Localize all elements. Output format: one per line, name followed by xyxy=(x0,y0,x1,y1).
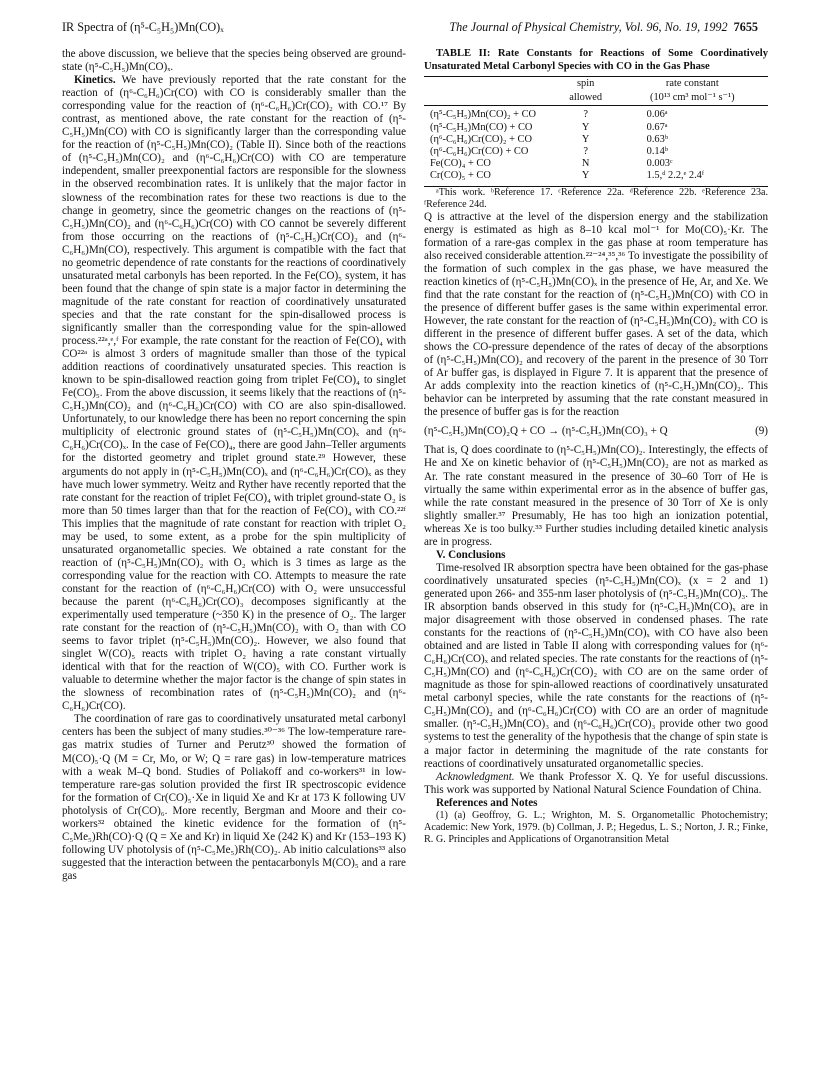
rate-cell: 0.003ᶜ xyxy=(646,158,673,170)
table-row xyxy=(424,158,768,170)
rate-cell: 1.5,ᵈ 2.2,ᵉ 2.4ᶠ xyxy=(617,170,768,186)
spin-cell: ? xyxy=(583,146,588,158)
journal-citation xyxy=(449,20,758,35)
reaction-cell: (η⁶-C₆H₆)Cr(CO)₂ + CO xyxy=(430,133,532,145)
acknowledgment-heading: Acknowledgment. xyxy=(436,770,515,783)
reference-entry: (1) (a) Geoffroy, G. L.; Wrighton, M. S. Organometallic Photochemistry; Academic: New York, 1979. (b) Collman, J. P.; Hegedus, L. S.; Norton, J. R.; Finke, R. G. Principles and Applications of Organotransition Metal xyxy=(424,809,768,845)
table-row xyxy=(424,122,768,134)
spin-cell: Y xyxy=(581,121,590,133)
spin-cell: Y xyxy=(555,170,617,186)
acknowledgment xyxy=(424,771,768,797)
table-header-spin-sub: allowed xyxy=(555,91,617,106)
equation-text: (η⁵-C₅H₅)Mn(CO)₂Q + CO → (η⁵-C₅H₅)Mn(CO)₃ + Q xyxy=(424,425,668,438)
table-row xyxy=(424,134,768,146)
conclusions-paragraph: Time-resolved IR absorption spectra have been obtained for the gas-phase coordinatively unsaturated species (η⁵-C₅H₅)Mn(CO)ₓ (x = 2 and 1) generated upon 266- and 355-nm laser photolysis of (η⁵-C₅H₅)Mn(CO)₃. The IR absorption bands observed in this study for (η⁵-C₅H₅)Mn(CO)ₓ are in major disagreement with those observed in condensed phases. The rate constants for the reactions of (η⁵-C₅H₅)Mn(CO)ₓ with CO have also been obtained and are listed in Table II along with corresponding values for (η⁶-C₆H₆)Cr(CO)ₓ and related species. The rate constants for the reactions of (η⁵-C₅H₅)Mn(CO) and (η⁶-C₆H₆)Cr(CO)₂ with CO are on the same order of magnitude as those for spin-allowed reactions of coordinatively unsaturated metal carbonyl species, while the rate constants for the reactions of (η⁵-C₅H₅)Mn(CO)₂ and (η⁶-C₆H₆)Cr(CO) with CO are an order of magnitude smaller. (η⁵-C₅H₅)Mn(CO)₃ and (η⁶-C₆H₆)Cr(CO)₃ provide other two good systems to test the generality of the hypothesis that the change of spin state is a major factor in determining the magnitude of the rate constants for reactions of coordinatively unsaturated organometallic species. xyxy=(424,561,768,770)
spin-cell: Y xyxy=(581,133,590,145)
table-title: TABLE II: Rate Constants for Reactions of Some Coordinatively Unsaturated Metal Carbonyl Species with CO in the Gas Phase xyxy=(424,48,768,72)
table-row xyxy=(424,106,768,122)
rate-constant-table xyxy=(424,76,768,187)
equation-9 xyxy=(424,425,768,438)
reaction-cell: (η⁵-C₅H₅)Mn(CO)₂ + CO xyxy=(430,109,537,121)
spin-cell: N xyxy=(581,158,590,170)
table-footnotes: ᵃThis work. ᵇReference 17. ᶜReference 22a. ᵈReference 22b. ᵉReference 23a. ᶠReference 24d. xyxy=(424,186,768,210)
right-column xyxy=(424,48,768,846)
kinetics-paragraph xyxy=(62,74,406,713)
spin-cell: ? xyxy=(583,109,588,121)
reaction-cell: Cr(CO)₅ + CO xyxy=(424,170,555,186)
table-header-spin: spin xyxy=(555,77,617,92)
paragraph: That is, Q does coordinate to (η⁵-C₅H₅)Mn(CO)₂. Interestingly, the effects of He and Xe on kinetic behavior of (η⁵-C₅H₅)Mn(CO)₂ are not as marked as Ar. The rate constant measured in the presence of 30–60 Torr of He is virtually the same within experimental error as in the absence of buffer gas, while the rate constant measured in the presence of 30 Torr of Xe is only slightly smaller.³⁷ Presumably, He has too high an ionization potential, whereas Xe is too bulky.³³ Further studies including detailed kinetic analysis are in progress. xyxy=(424,444,768,548)
rate-cell: 0.67ᵃ xyxy=(646,121,668,133)
references-heading: References and Notes xyxy=(436,796,538,809)
page-number: 7655 xyxy=(733,20,758,34)
table-header-reaction xyxy=(424,77,555,92)
reaction-cell: Fe(CO)₄ + CO xyxy=(430,158,491,170)
table-row xyxy=(424,146,768,158)
equation-number: (9) xyxy=(755,425,768,438)
paragraph-text: We have previously reported that the rate constant for the reaction of (η⁶-C₆H₆)Cr(CO) with CO is considerably smaller than the corresponding value for the reaction of (η⁶-C₆H₆)Cr(CO)₂ with CO.¹⁷ By contrast, as mentioned above, the rate constant for the reaction of (η⁵-C₅H₅)Mn(CO) with CO is significantly larger than the corresponding value for the reaction of (η⁵-C₅H₅)Mn(CO)₂ (Table II). Since both of the reactions of (η⁵-C₅H₅)Mn(CO)₂ and (η⁶-C₆H₆)Cr(CO) with CO are temperature independent, smaller preexponential factors are responsible for the slowness in the observed recombination rates. It is unlikely that the major factor in slowness of the recombination rates for these two reactions is due to the change in geometry, since the geometric changes on the reactions of (η⁵-C₅H₅)Mn(CO)₂ and (η⁶-C₆H₆)Cr(CO) with CO cannot be severely different from those occurring on the reactions of (η⁵-C₅H₅)Cr(CO)₂ and (η⁶-C₆H₆)Mn(CO), respectively. This argument is compatible with the fact that no geometric dependence of rate constants for the reactions of coordinatively unsaturated metal carbonyls has been reported. In the Fe(CO)₅ system, it has been found that the change of spin state is a major factor in determining the magnitude of the rate constant for reaction of coordinatively unsaturated species and that the rate constant for the spin-disallowed process is significantly smaller than the corresponding value for the spin-allowed process.²²ᵃ,ᵉ,ᶠ For example, the rate constant for the reaction of Fe(CO)₄ with CO²²ᵃ is almost 3 orders of magnitude smaller than those of the typical addition reactions of coordinatively unsaturated species. This reaction is known to be spin-disallowed reaction going from triplet Fe(CO)₄ to singlet Fe(CO)₅. From the above discussion, it seems likely that the reactions of (η⁵-C₅H₅)Mn(CO)₂ and (η⁶-C₆H₆)Cr(CO) with CO are also spin-disallowed. Unfortunately, to our knowledge there has been no report concerning the spin multiplicity of electronic ground states of (η⁵-C₅H₅)Mn(CO)ₓ and (η⁶-C₆H₆)Cr(CO)ₓ. In the case of Fe(CO)₄, there are good Jahn–Teller arguments for the distorted geometry and triplet ground state.²⁹ However, these arguments do not apply in (η⁵-C₅H₅)Mn(CO)ₓ and (η⁶-C₆H₆)Cr(CO)ₓ as they have much lower symmetry. Weitz and Ryther have recently reported that the rate constant for the reaction of triplet Fe(CO)₄ with triplet ground-state O₂ is more than 50 times larger than that for the reaction of Fe(CO)₄ with CO.²²ᶠ This implies that the magnitude of rate constant for reaction with triplet O₂ may be used, to some extent, as a probe for the spin multiplicity of unsaturated organometallic species. We obtained a rate constant for the reaction of (η⁵-C₅H₅)Mn(CO)₂ with O₂ which is 3 times as large as the corresponding value for the reaction with CO. Attempts to measure the rate constant for the reaction of (η⁶-C₆H₆)Cr(CO) with O₂ were unsuccessful because the parent (η⁶-C₆H₆)Cr(CO)₃ decomposes significantly at the experimentally used temperature (~350 K) in the presence of O₂. The larger rate constant for the reaction of (η⁵-C₅H₅)Mn(CO)₂ with O₂ than with CO seems to favor triplet (η⁵-C₅H₅)Mn(CO)₂. However, we also found that singlet W(CO)₅ reacts with triplet O₂ having a rate constant virtually identical with that for the reaction of W(CO)₅ with CO. Further work is valuable to determine whether the major factor is the change of spin states in the slowness of recombination rates of (η⁵-C₅H₅)Mn(CO)₂ and (η⁶-C₆H₆)Cr(CO). xyxy=(62,74,406,713)
running-title: IR Spectra of (η⁵-C₅H₅)Mn(CO)ₓ xyxy=(62,20,224,34)
acknowledgment-text: We thank Professor X. Q. Ye for useful discussions. This work was supported by National Natural Science Foundation of China. xyxy=(424,770,768,796)
journal-name: The Journal of Physical Chemistry, Vol. 96, No. 19, 1992 xyxy=(449,20,728,34)
paragraph: The coordination of rare gas to coordinatively unsaturated metal carbonyl centers has been the subject of many studies.³⁰⁻³⁶ The low-temperature rare-gas matrix studies of Turner and Perutz³⁰ showed the formation of M(CO)₅·Q (M = Cr, Mo, or W; Q = rare gas) in low-temperature matrices with a weak M–Q bond. Studies of Poliakoff and co-workers³¹ in low-temperature rare-gas solution provided the first IR spectroscopic evidence for the formation of Cr(CO)₅·Xe in liquid Xe and Kr at 173 K following UV photolysis of Cr(CO)₆. More recently, Bergman and Moore and their co-workers³² obtained the kinetic evidence for the formation of (η⁵-C₅Me₅)Rh(CO)·Q (Q = Xe and Kr) in liquid Xe (242 K) and Kr (153–193 K) following UV photolysis of (η⁵-C₅Me₅)Rh(CO)₂. Ab initio calculations³³ also suggested that the interaction between the pentacarbonyls M(CO)₅ and a rare gas xyxy=(62,713,406,882)
paragraph: the above discussion, we believe that the species being observed are ground-state (η⁵-C₅H₅)Mn(CO)ₓ. xyxy=(62,48,406,74)
table-header-rate: rate constant xyxy=(617,77,768,92)
table-row xyxy=(424,170,768,186)
reaction-cell: (η⁵-C₅H₅)Mn(CO) + CO xyxy=(430,121,533,133)
section-heading: V. Conclusions xyxy=(436,548,506,561)
rate-cell: 0.63ᵇ xyxy=(646,133,669,145)
rate-cell: 0.14ᵇ xyxy=(646,146,669,158)
table-header-rate-units: (10¹³ cm³ mol⁻¹ s⁻¹) xyxy=(617,91,768,106)
reaction-cell: (η⁶-C₆H₆)Cr(CO) + CO xyxy=(430,146,529,158)
page-header xyxy=(62,20,758,38)
rate-cell: 0.06ᵃ xyxy=(646,109,668,121)
paragraph: Q is attractive at the level of the dispersion energy and the stabilization energy is estimated as high as 8–10 kcal mol⁻¹ for Mo(CO)₅·Kr. The formation of a rare-gas complex in the gas phase at room temperature has also received considerable attention.²²⁻²⁴,³⁵,³⁶ To investigate the possibility of the formation of such complex in the gas phase, we have measured the reaction kinetics of (η⁵-C₅H₅)Mn(CO)ₓ in the presence of He, Ar, and Xe. We find that the rate constant for the reaction of (η⁵-C₅H₅)Mn(CO) with CO in the presence of different buffer gases is the same within experimental error. However, the rate constant for the reaction of (η⁵-C₅H₅)Mn(CO)₂ with CO is different in the presence of different buffer gases. A set of the data, which shows the CO-pressure dependence of the rates of decay of the absorptions of (η⁵-C₅H₅)Mn(CO)₂ and recovery of the parent in the presence of 30 Torr of Ar buffer gas, is displayed in Figure 7. It is apparent that the presence of Ar adds complexity into the reaction kinetics of (η⁵-C₅H₅)Mn(CO)₂. This behavior can be interpreted by assuming that the rate constant measured in the presence of buffer gas is for the reaction xyxy=(424,210,768,419)
left-column xyxy=(62,48,406,883)
kinetics-heading: Kinetics. xyxy=(74,74,116,87)
